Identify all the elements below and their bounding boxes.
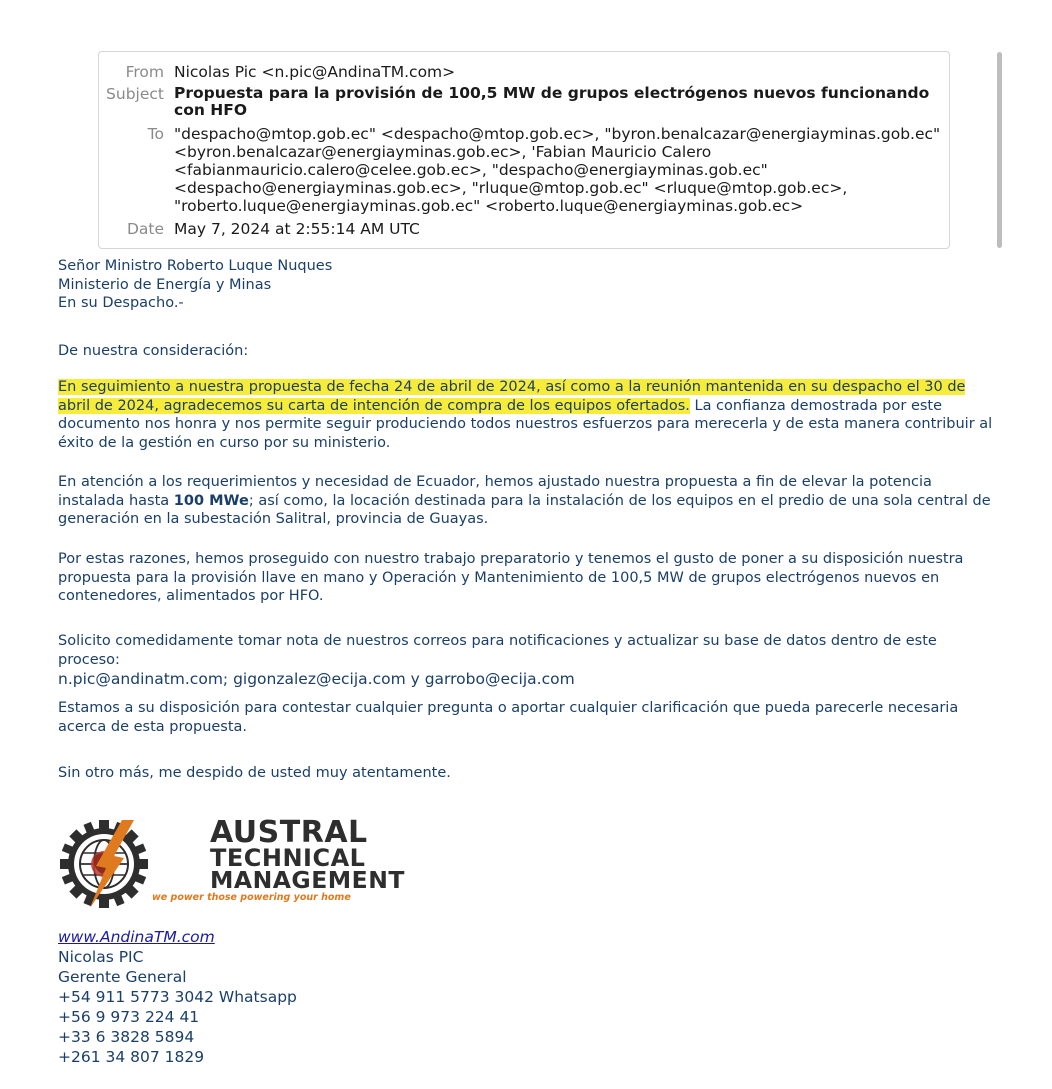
paragraph-5: Estamos a su disposición para contestar cualquier pregunta o aportar cualquier clarificación que pueda parecerle necesaria acerca de esta propuesta. (58, 700, 959, 735)
paragraph-1-rest: La confianza demostrada por este documento nos honra y nos permite seguir produciendo todos nuestros esfuerzos para merecerla y de esta manera contribuir al éxito de la gestión en curso por su ministerio. (58, 397, 993, 451)
greeting: De nuestra consideración: (58, 343, 249, 359)
website-link[interactable]: www.AndinaTM.com (58, 928, 215, 946)
scrollbar[interactable] (997, 52, 1002, 248)
to-value[interactable]: "despacho@mtop.gob.ec" <despacho@mtop.gob.ec>, "byron.benalcazar@energiayminas.gob.ec" <byron.benalcazar@energiayminas.gob.ec>, 'Fabian Mauricio Calero <fabianmauricio.calero@celee.gob.ec>, "despacho@energiayminas.gob.ec" <despacho@energiayminas.gob.ec>, "rluque@mtop.gob.ec" <rluque@mtop.gob.ec>, "roberto.luque@energiayminas.gob.ec" <roberto.luque@energiayminas.gob.ec> (174, 125, 941, 215)
phone-4[interactable]: +261 34 807 1829 (58, 1048, 205, 1066)
salutation-line-1: Señor Ministro Roberto Luque Nuques (58, 258, 333, 274)
logo-line-3: MANAGEMENT (210, 866, 405, 894)
salutation (58, 257, 993, 313)
paragraph-4-text: Solicito comedidamente tomar nota de nuestros correos para notificaciones y actualizar su base de datos dentro de este proceso: (58, 633, 937, 668)
from-label: From (125, 63, 164, 81)
paragraph-2-text-b: ; así como, la locación destinada para la instalación de los equipos en el predio de una sola central de generación en la subestación Salitral, provincia de Guayas. (58, 492, 991, 527)
paragraph-3: Por estas razones, hemos proseguido con nuestro trabajo preparatorio y tenemos el gusto de poner a su disposición nuestra propuesta para la provisión llave en mano y Operación y Mantenimiento de 100,5 MW de grupos electrógenos nuevos en contenedores, alimentados por HFO. (58, 551, 964, 604)
phone-1[interactable]: +54 911 5773 3042 Whatsapp (58, 988, 297, 1006)
phone-2[interactable]: +56 9 973 224 41 (58, 1008, 200, 1026)
salutation-line-3: En su Despacho.- (58, 295, 184, 311)
to-label: To (147, 125, 164, 143)
subject-label: Subject (106, 85, 164, 103)
salutation-line-2: Ministerio de Energía y Minas (58, 276, 272, 293)
highlighted-text: En seguimiento a nuestra propuesta de fecha 24 de abril de 2024, así como a la reunión mantenida en su despacho el 30 de abril de 2024, agradecemos su carta de intención de compra de los equipos ofertados. (58, 379, 966, 414)
logo-line-1: AUSTRAL (210, 815, 368, 850)
logo-line-2: TECHNICAL (210, 844, 366, 872)
closing: Sin otro más, me despido de usted muy atentamente. (58, 765, 451, 781)
date-label: Date (126, 220, 164, 238)
signature-title: Gerente General (58, 968, 187, 986)
gear-globe-icon (58, 812, 154, 912)
paragraph-2 (58, 473, 993, 529)
phone-3[interactable]: +33 6 3828 5894 (58, 1028, 195, 1046)
logo-tagline: we power those powering your home (152, 892, 351, 903)
email-header (98, 51, 950, 249)
subject-value: Propuesta para la provisión de 100,5 MW de grupos electrógenos nuevos funcionando con HFO (174, 84, 930, 119)
signature (58, 927, 297, 1067)
date-value: May 7, 2024 at 2:55:14 AM UTC (174, 220, 420, 238)
notification-emails[interactable]: n.pic@andinatm.com; gigonzalez@ecija.com y garrobo@ecija.com (58, 670, 575, 688)
paragraph-4 (58, 632, 993, 690)
paragraph-1 (58, 378, 993, 452)
from-value[interactable]: Nicolas Pic <n.pic@AndinaTM.com> (174, 63, 456, 81)
signature-name: Nicolas PIC (58, 948, 144, 966)
paragraph-2-text-a: En atención a los requerimientos y necesidad de Ecuador, hemos ajustado nuestra propuesta a fin de elevar la potencia instalada hasta (58, 474, 932, 509)
power-value: 100 MWe (173, 492, 249, 509)
